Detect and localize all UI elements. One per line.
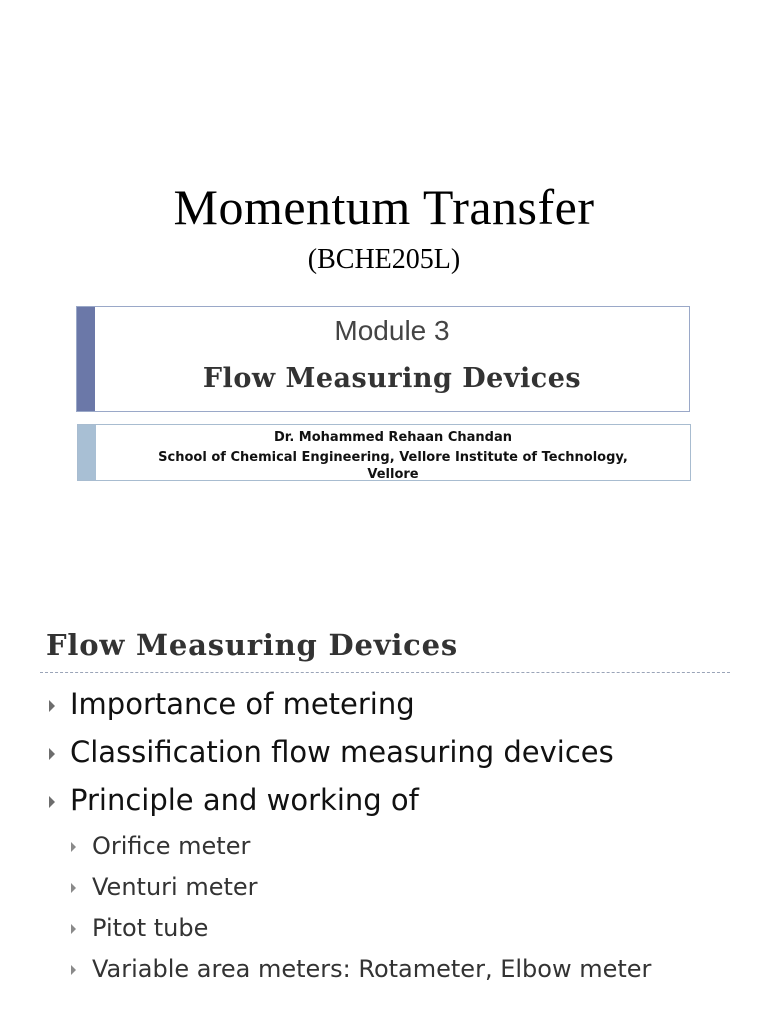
module-box [76,306,690,412]
triangle-bullet-icon [71,965,76,975]
content-slide [0,512,768,1024]
triangle-bullet-icon [71,842,76,852]
sub-list-item [46,908,651,949]
module-accent-bar [77,307,95,411]
list-item [46,682,651,730]
triangle-bullet-icon [71,924,76,934]
author-affiliation-line1: School of Chemical Engineering, Vellore Institute of Technology, [158,450,628,465]
author-accent-bar [78,425,96,480]
title-divider [40,672,730,673]
list-item [46,778,651,826]
author-affiliation-line2: Vellore [367,467,419,482]
author-name: Dr. Mohammed Rehaan Chandan [273,430,512,445]
list-item-text: Venturi meter [92,873,258,901]
author-info [108,428,678,482]
list-item-text: Variable area meters: Rotameter, Elbow meter [92,955,652,983]
list-item-text: Importance of metering [70,687,415,721]
sub-list-item [46,826,651,867]
list-item [46,730,651,778]
bullet-list [46,682,651,990]
list-item-text: Classification flow measuring devices [70,735,614,769]
triangle-bullet-icon [49,700,55,712]
triangle-bullet-icon [49,748,55,760]
slide-title: Flow Measuring Devices [46,628,459,662]
triangle-bullet-icon [71,883,76,893]
list-item-text: Principle and working of [70,783,419,817]
list-item-text: Orifice meter [92,832,251,860]
main-title: Momentum Transfer [173,179,595,235]
module-label: Module 3 [334,315,450,346]
triangle-bullet-icon [49,796,55,808]
list-item-text: Pitot tube [92,914,209,942]
module-subtitle: Flow Measuring Devices [202,363,582,394]
author-box [77,424,691,481]
course-code: (BCHE205L) [307,244,461,275]
sub-list-item [46,949,651,990]
sub-list-item [46,867,651,908]
